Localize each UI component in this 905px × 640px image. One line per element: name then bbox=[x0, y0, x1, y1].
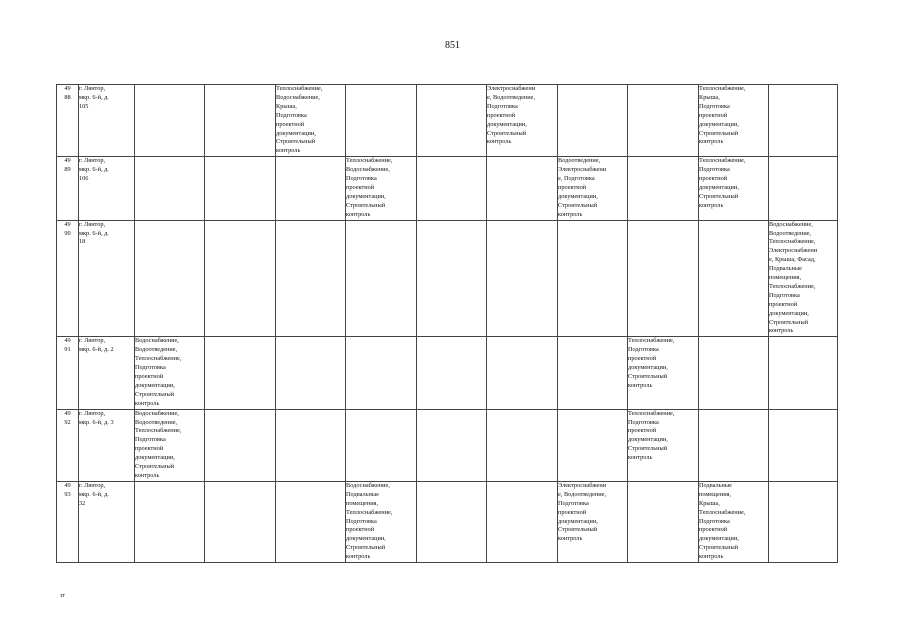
work-cell bbox=[346, 481, 417, 562]
work-cell bbox=[205, 157, 276, 220]
table-row bbox=[57, 409, 838, 481]
table-row bbox=[57, 337, 838, 409]
work-cell bbox=[205, 85, 276, 157]
work-cell bbox=[135, 157, 205, 220]
work-cell bbox=[487, 337, 558, 409]
address-text: г. Лянтор, мкр. 6-й, д. 105 bbox=[79, 85, 109, 110]
work-cell bbox=[346, 337, 417, 409]
work-cell bbox=[558, 85, 628, 157]
work-cell bbox=[769, 337, 838, 409]
work-cell bbox=[135, 85, 205, 157]
page-number: 851 bbox=[445, 40, 460, 51]
footer-mark: зт bbox=[60, 593, 65, 599]
work-list-text: Теплоснабжение, Крыша, Подготовка проектной документации, Строительный контроль bbox=[699, 85, 746, 146]
work-list-text: Водоснабжение, Водоотведение, Теплоснабжение, Электроснабжени е, Крыша, Фасад, Подвальные помещения, Теплоснабжение, Подготовка проектной документации, Строительный контроль bbox=[769, 220, 818, 335]
work-cell bbox=[417, 481, 487, 562]
work-cell bbox=[417, 409, 487, 481]
address-text: г. Лянтор, мкр. 6-й, д. 3 bbox=[79, 409, 114, 426]
work-list-text: Электроснабжени е, Водоотведение, Подготовка проектной документации, Строительный контроль bbox=[558, 481, 607, 543]
row-number: 49 90 bbox=[64, 220, 71, 237]
row-number-cell bbox=[57, 481, 79, 562]
work-cell bbox=[135, 481, 205, 562]
work-cell bbox=[276, 481, 346, 562]
work-cell bbox=[135, 220, 205, 337]
work-cell bbox=[628, 337, 699, 409]
address-cell bbox=[79, 409, 135, 481]
address-text: г. Лянтор, мкр. 6-й, д. 2 bbox=[79, 337, 114, 354]
work-cell bbox=[417, 337, 487, 409]
work-cell bbox=[276, 337, 346, 409]
work-cell bbox=[205, 481, 276, 562]
work-cell bbox=[205, 409, 276, 481]
work-cell bbox=[558, 481, 628, 562]
work-cell bbox=[346, 85, 417, 157]
work-cell bbox=[699, 220, 769, 337]
work-list-text: Водоотведение, Электроснабжени е, Подготовка проектной документации, Строительный контроль bbox=[558, 157, 607, 218]
row-number-cell bbox=[57, 337, 79, 409]
row-number: 49 93 bbox=[64, 481, 71, 498]
address-cell bbox=[79, 481, 135, 562]
work-cell bbox=[487, 481, 558, 562]
work-cell bbox=[628, 409, 699, 481]
table-row bbox=[57, 481, 838, 562]
work-list-text: Подвальные помещения, Крыша, Теплоснабжение, Подготовка проектной документации, Строительный контроль bbox=[699, 481, 746, 561]
work-list-text: Теплоснабжение, Подготовка проектной документации, Строительный контроль bbox=[628, 337, 675, 389]
work-cell bbox=[628, 481, 699, 562]
work-cell bbox=[628, 220, 699, 337]
table-row bbox=[57, 220, 838, 337]
address-cell bbox=[79, 337, 135, 409]
work-list-text: Теплоснабжение, Подготовка проектной документации, Строительный контроль bbox=[699, 157, 746, 209]
row-number-cell bbox=[57, 220, 79, 337]
work-cell bbox=[276, 409, 346, 481]
row-number: 49 88 bbox=[64, 85, 71, 101]
work-cell bbox=[276, 220, 346, 337]
address-text: г. Лянтор, мкр. 6-й, д. 106 bbox=[79, 157, 109, 183]
work-list-text: Водоснабжение, Водоотведение, Теплоснабжение, Подготовка проектной документации, Строительный контроль bbox=[135, 409, 182, 479]
work-cell bbox=[699, 337, 769, 409]
work-cell bbox=[487, 220, 558, 337]
work-cell bbox=[346, 157, 417, 220]
work-cell bbox=[558, 220, 628, 337]
address-text: г. Лянтор, мкр. 6-й, д. 32 bbox=[79, 481, 109, 507]
works-schedule-table bbox=[56, 84, 838, 563]
row-number-cell bbox=[57, 157, 79, 220]
row-number: 49 92 bbox=[64, 409, 71, 426]
work-cell bbox=[276, 85, 346, 157]
table-row bbox=[57, 85, 838, 157]
work-cell bbox=[769, 157, 838, 220]
work-cell bbox=[135, 409, 205, 481]
work-cell bbox=[628, 157, 699, 220]
work-cell bbox=[135, 337, 205, 409]
work-cell bbox=[487, 409, 558, 481]
work-cell bbox=[558, 157, 628, 220]
work-cell bbox=[699, 409, 769, 481]
work-cell bbox=[487, 157, 558, 220]
work-cell bbox=[769, 220, 838, 337]
work-cell bbox=[346, 220, 417, 337]
work-list-text: Водоснабжение, Подвальные помещения, Теплоснабжение, Подготовка проектной документации, Строительный контроль bbox=[346, 481, 393, 561]
work-cell bbox=[417, 85, 487, 157]
work-cell bbox=[205, 337, 276, 409]
work-cell bbox=[699, 85, 769, 157]
row-number-cell bbox=[57, 409, 79, 481]
table-row bbox=[57, 157, 838, 220]
work-cell bbox=[769, 409, 838, 481]
address-text: г. Лянтор, мкр. 6-й, д. 18 bbox=[79, 220, 109, 246]
work-cell bbox=[417, 220, 487, 337]
row-number-cell bbox=[57, 85, 79, 157]
address-cell bbox=[79, 85, 135, 157]
work-cell bbox=[346, 409, 417, 481]
work-cell bbox=[558, 409, 628, 481]
row-number: 49 89 bbox=[64, 157, 71, 174]
work-cell bbox=[487, 85, 558, 157]
work-cell bbox=[699, 157, 769, 220]
work-list-text: Водоснабжение, Водоотведение, Теплоснабжение, Подготовка проектной документации, Строительный контроль bbox=[135, 337, 182, 407]
work-cell bbox=[205, 220, 276, 337]
work-cell bbox=[558, 337, 628, 409]
work-cell bbox=[769, 481, 838, 562]
work-cell bbox=[276, 157, 346, 220]
work-cell bbox=[628, 85, 699, 157]
work-list-text: Теплоснабжение, Водоснабжение, Подготовка проектной документации, Строительный контроль bbox=[346, 157, 393, 218]
work-cell bbox=[699, 481, 769, 562]
row-number: 49 91 bbox=[64, 337, 71, 354]
work-cell bbox=[769, 85, 838, 157]
work-list-text: Теплоснабжение, Подготовка проектной документации, Строительный контроль bbox=[628, 409, 675, 462]
work-list-text: Теплоснабжение, Водоснабжение, Крыша, Подготовка проектной документации, Строительный контроль bbox=[276, 85, 323, 155]
work-list-text: Электроснабжени е, Водоотведение, Подготовка проектной документации, Строительный контроль bbox=[487, 85, 536, 146]
address-cell bbox=[79, 220, 135, 337]
work-cell bbox=[417, 157, 487, 220]
address-cell bbox=[79, 157, 135, 220]
